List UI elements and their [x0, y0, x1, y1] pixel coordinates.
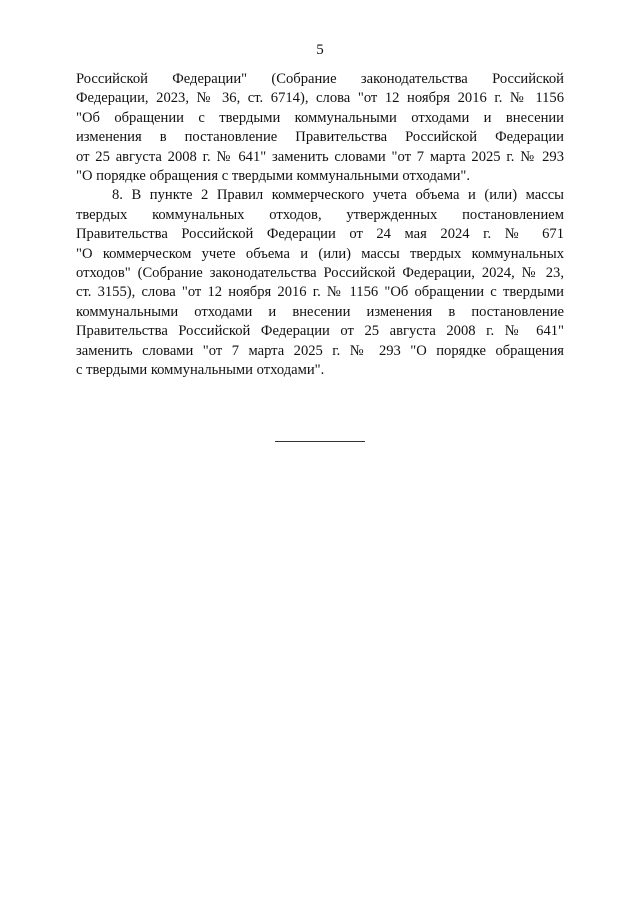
paragraph-item-8: [76, 186, 564, 380]
paragraph-continuation: [76, 70, 564, 186]
text-line: Правительства Российской Федерации от 24 мая 2024 г. № 671: [76, 226, 564, 243]
text-line: отходов" (Собрание законодательства Российской Федерации, 2024, № 23,: [76, 265, 564, 282]
text-line: "О коммерческом учете объема и (или) массы твердых коммунальных: [76, 245, 564, 262]
text-line: с твердыми коммунальными отходами".: [76, 362, 325, 379]
text-line: 8. В пункте 2 Правил коммерческого учета объема и (или) массы: [112, 187, 564, 204]
text-line: изменения в постановление Правительства Российской Федерации: [76, 129, 564, 146]
text-line: коммунальными отходами и внесении изменения в постановление: [76, 303, 564, 320]
text-line: Российской Федерации" (Собрание законодательства Российской: [76, 71, 564, 87]
text-line: Правительства Российской Федерации от 25 августа 2008 г. № 641": [76, 323, 564, 340]
page-number: 5: [316, 42, 324, 58]
text-line: от 25 августа 2008 г. № 641" заменить словами "от 7 марта 2025 г. № 293: [76, 148, 564, 165]
text-line: "Об обращении с твердыми коммунальными отходами и внесении: [76, 109, 564, 126]
end-separator-line: [275, 441, 365, 442]
text-line: заменить словами "от 7 марта 2025 г. № 293 "О порядке обращения: [76, 342, 564, 359]
text-line: "О порядке обращения с твердыми коммунальными отходами".: [76, 168, 470, 185]
text-line: Федерации, 2023, № 36, ст. 6714), слова "от 12 ноября 2016 г. № 1156: [76, 90, 564, 107]
text-line: ст. 3155), слова "от 12 ноября 2016 г. № 1156 "Об обращении с твердыми: [76, 284, 564, 301]
text-line: твердых коммунальных отходов, утвержденных постановлением: [76, 206, 564, 223]
document-body: [76, 70, 564, 381]
